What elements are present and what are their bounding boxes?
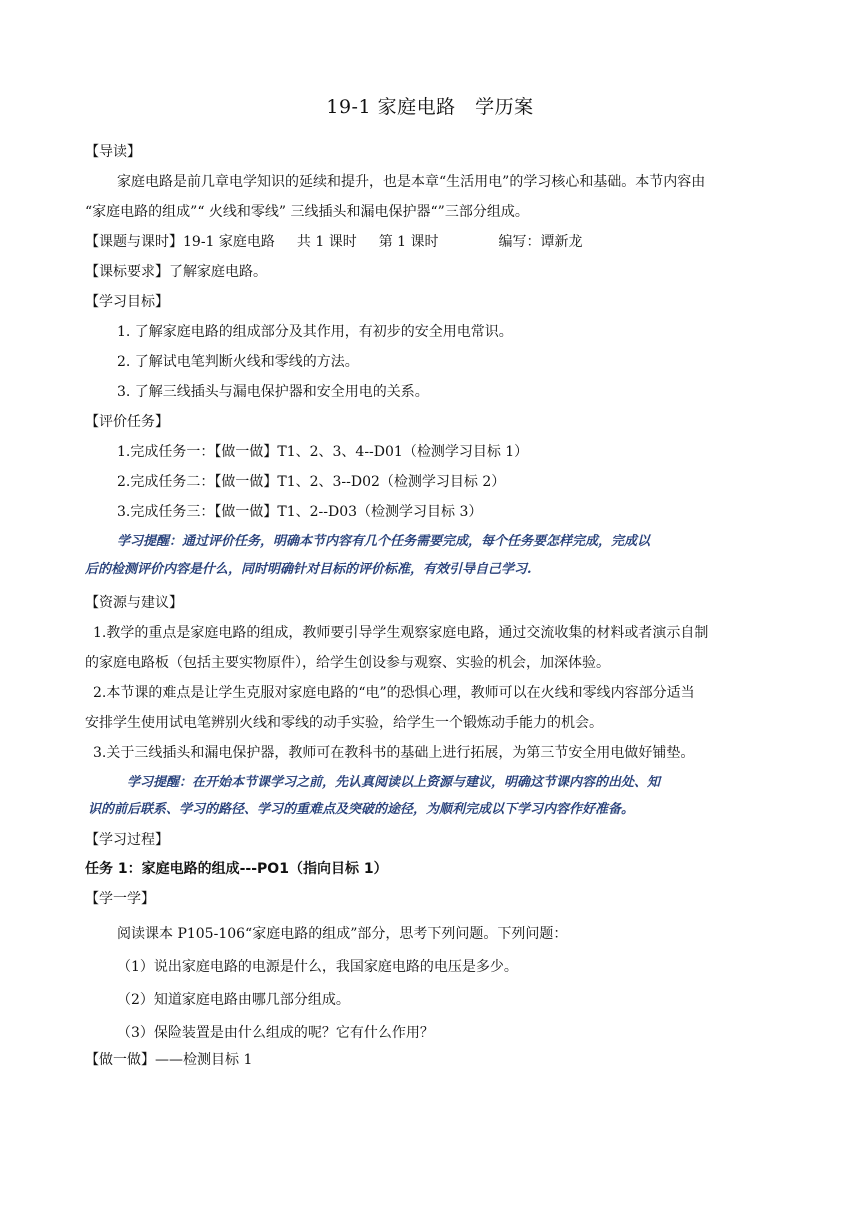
study-hint-2-line-1: 学习提醒：在开始本节课学习之前，先认真阅读以上资源与建议，明确这节课内容的出处、知 [127, 775, 661, 790]
standard [85, 262, 267, 282]
objective-item: 2. 了解试电笔判断火线和零线的方法。 [117, 354, 359, 370]
guide-line-1: 家庭电路是前几章电学知识的延续和提升，也是本章“生活用电”的学习核心和基础。本节内容由 [117, 174, 706, 190]
question-item: （3）保险装置是由什么组成的呢？它有什么作用？ [117, 1025, 434, 1041]
evaluation-item: 3.完成任务三：【做一做】T1、2--D03（检测学习目标 3） [117, 504, 483, 520]
resources-p2-line-1: 2.本节课的难点是让学生克服对家庭电路的“电”的恐惧心理，教师可以在火线和零线内容部分适当 [93, 685, 695, 701]
standard-text: 了解家庭电路。 [169, 264, 267, 280]
question-item: （2）知道家庭电路由哪几部分组成。 [117, 992, 350, 1008]
study-hint-1-line-2: 后的检测评价内容是什么，同时明确针对目标的评价标准，有效引导自己学习. [85, 562, 532, 577]
guide-line-2: “家庭电路的组成”“ 火线和零线” 三线插头和漏电保护器“”三部分组成。 [85, 204, 529, 220]
process-heading: 【学习过程】 [85, 832, 169, 848]
lesson-meta-label: 【课题与课时】 [85, 234, 183, 250]
study-hint-1-line-1: 学习提醒：通过评价任务，明确本节内容有几个任务需要完成，每个任务要怎样完成，完成以 [117, 534, 651, 549]
resources-p3-line-1: 3.关于三线插头和漏电保护器，教师可在教科书的基础上进行拓展，为第三节安全用电做好铺垫。 [93, 745, 695, 761]
reading-instruction: 阅读课本 P105-106“家庭电路的组成”部分，思考下列问题。下列问题： [117, 926, 568, 942]
objectives-heading: 【学习目标】 [85, 294, 169, 310]
resources-heading: 【资源与建议】 [85, 595, 183, 611]
question-item: （1）说出家庭电路的电源是什么，我国家庭电路的电压是多少。 [117, 959, 518, 975]
do-heading: 【做一做】——检测目标 1 [85, 1052, 253, 1068]
task-1-heading: 任务 1：家庭电路的组成---PO1（指向目标 1） [85, 861, 388, 877]
lesson-meta-total: 共 1 课时 [296, 234, 357, 250]
guide-heading: 【导读】 [85, 144, 141, 160]
objective-item: 1. 了解家庭电路的组成部分及其作用，有初步的安全用电常识。 [117, 324, 513, 340]
lesson-meta-author: 编写：谭新龙 [498, 234, 583, 250]
objective-item: 3. 了解三线插头与漏电保护器和安全用电的关系。 [117, 384, 429, 400]
evaluation-item: 1.完成任务一：【做一做】T1、2、3、4--D01（检测学习目标 1） [117, 444, 529, 460]
resources-p2-line-2: 安排学生使用试电笔辨别火线和零线的动手实验，给学生一个锻炼动手能力的机会。 [85, 715, 603, 731]
page-title: 19-1 家庭电路 学历案 [326, 96, 534, 118]
study-hint-2-line-2: 识的前后联系、学习的路径、学习的重难点及突破的途径，为顺利完成以下学习内容作好准备。 [88, 802, 635, 817]
resources-p1-line-1: 1.教学的重点是家庭电路的组成，教师要引导学生观察家庭电路，通过交流收集的材料或者演示自制 [93, 625, 709, 641]
lesson-meta [85, 232, 583, 252]
learn-heading: 【学一学】 [85, 891, 155, 907]
standard-label: 【课标要求】 [85, 264, 169, 280]
evaluation-item: 2.完成任务二：【做一做】T1、2、3--D02（检测学习目标 2） [117, 474, 506, 490]
lesson-meta-topic: 19-1 家庭电路 [183, 234, 275, 250]
evaluation-heading: 【评价任务】 [85, 414, 169, 430]
resources-p1-line-2: 的家庭电路板（包括主要实物原件），给学生创设参与观察、实验的机会，加深体验。 [85, 655, 610, 671]
lesson-meta-current: 第 1 课时 [378, 234, 439, 250]
